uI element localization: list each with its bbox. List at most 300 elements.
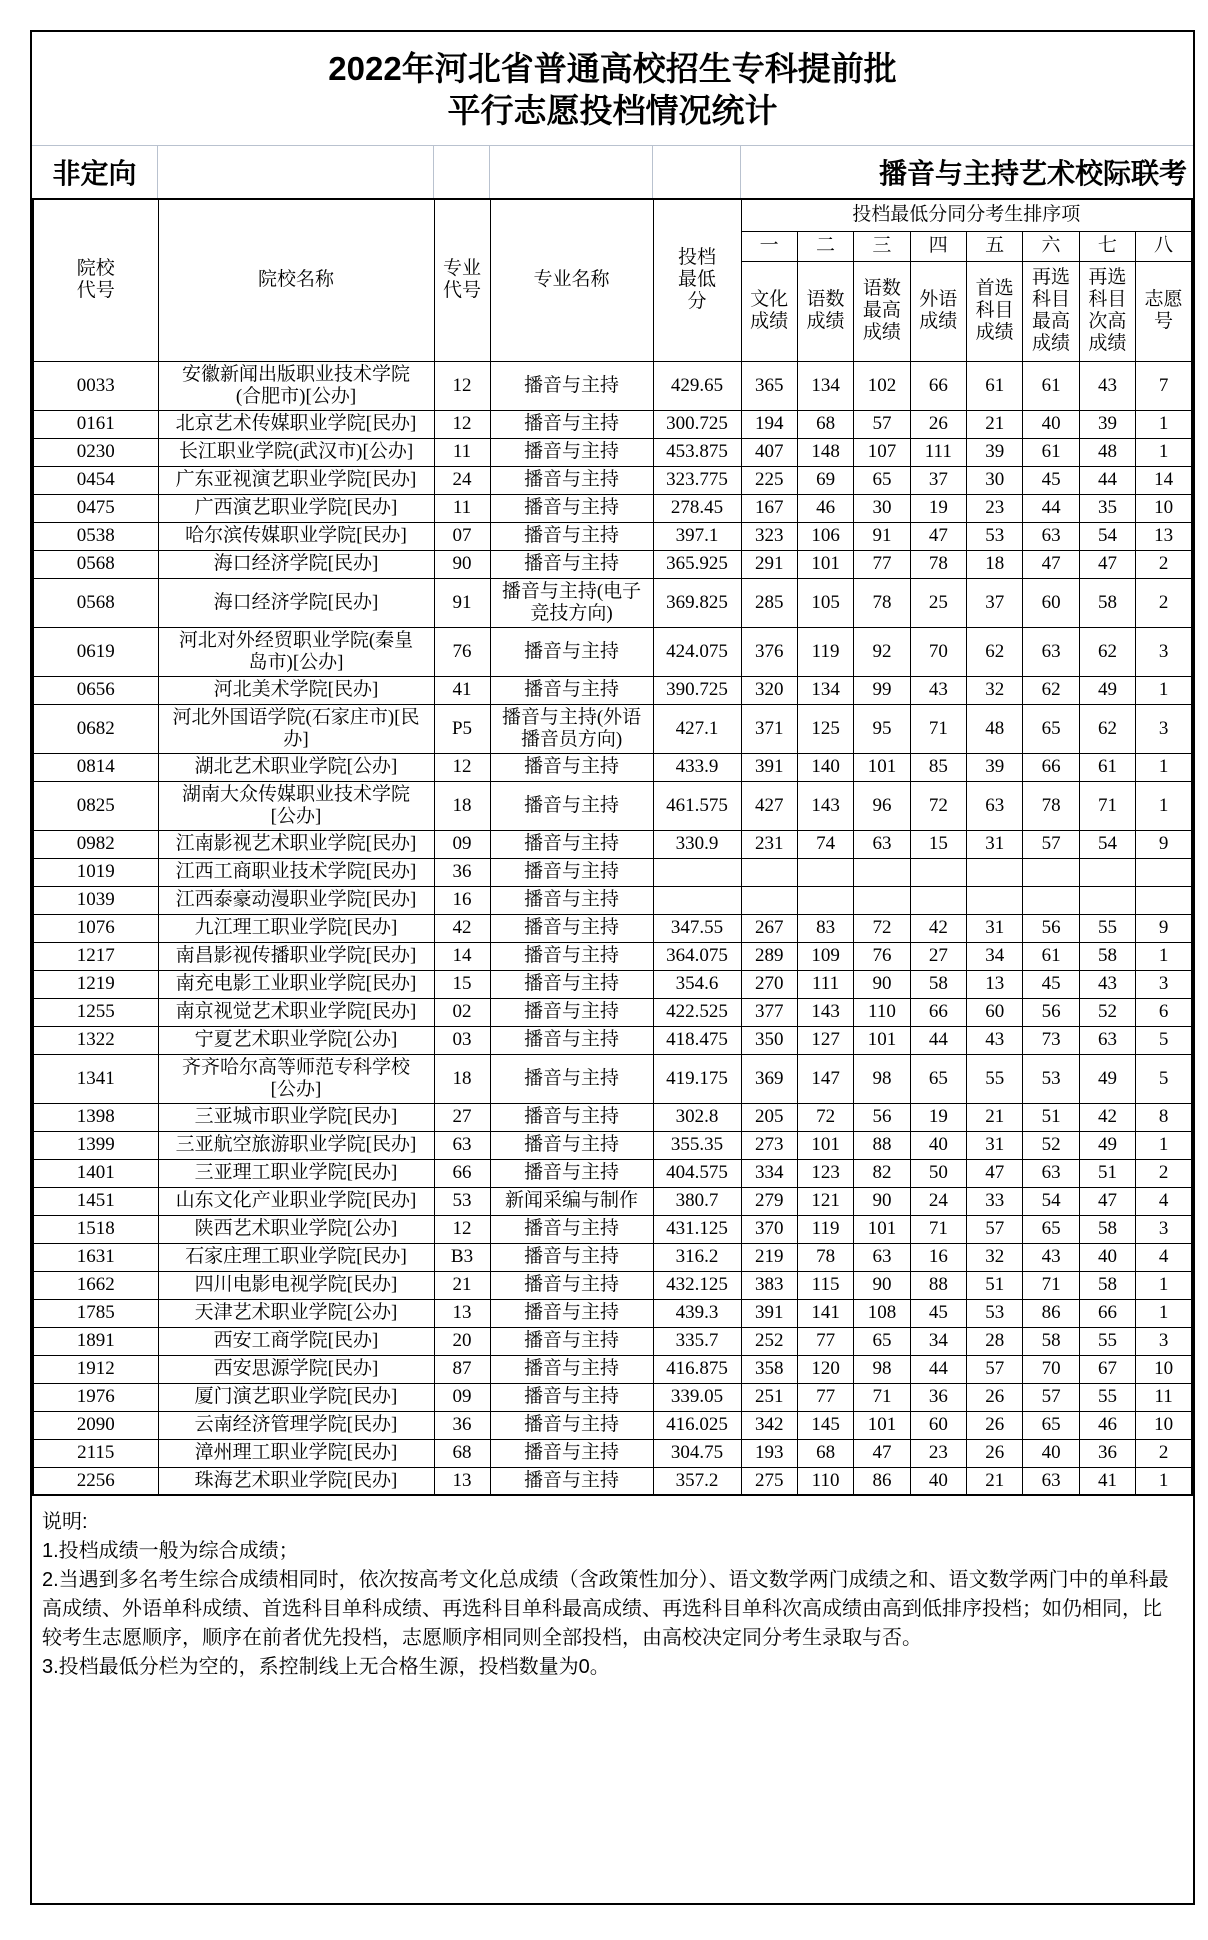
cell-chinese-math-max: 65 bbox=[854, 466, 910, 494]
cell-major-code: 18 bbox=[434, 1054, 490, 1103]
header-rank-num-7: 七 bbox=[1079, 231, 1135, 261]
cell-foreign-language-score: 19 bbox=[910, 1103, 966, 1131]
header-major-name: 专业名称 bbox=[490, 199, 653, 361]
cell-preference-number: 11 bbox=[1136, 1383, 1192, 1411]
cell-major-name: 播音与主持 bbox=[490, 753, 653, 781]
cell-chinese-math-max: 82 bbox=[854, 1159, 910, 1187]
cell-preference-number: 4 bbox=[1136, 1187, 1192, 1215]
cell-school-name: 长江职业学院(武汉市)[公办] bbox=[158, 438, 434, 466]
header-school-name: 院校名称 bbox=[158, 199, 434, 361]
cell-reselect-second: 43 bbox=[1079, 361, 1135, 410]
table-row bbox=[33, 781, 1192, 830]
cell-reselect-second: 49 bbox=[1079, 1054, 1135, 1103]
cell-foreign-language-score: 78 bbox=[910, 550, 966, 578]
cell-school-name: 陕西艺术职业学院[公办] bbox=[158, 1215, 434, 1243]
cell-major-name: 播音与主持 bbox=[490, 1439, 653, 1467]
cell-min-score: 380.7 bbox=[653, 1187, 741, 1215]
cell-reselect-second: 71 bbox=[1079, 781, 1135, 830]
cell-chinese-math-max: 92 bbox=[854, 627, 910, 676]
cell-reselect-max: 45 bbox=[1023, 466, 1079, 494]
cell-major-code: 12 bbox=[434, 410, 490, 438]
cell-preference-number: 7 bbox=[1136, 361, 1192, 410]
cell-school-name: 石家庄理工职业学院[民办] bbox=[158, 1243, 434, 1271]
cell-foreign-language-score: 72 bbox=[910, 781, 966, 830]
cell-school-code: 1451 bbox=[33, 1187, 158, 1215]
cell-min-score: 416.875 bbox=[653, 1355, 741, 1383]
cell-preference-number: 10 bbox=[1136, 494, 1192, 522]
cell-school-code: 0454 bbox=[33, 466, 158, 494]
cell-school-name: 南充电影工业职业学院[民办] bbox=[158, 970, 434, 998]
cell-first-subject-score: 26 bbox=[967, 1383, 1023, 1411]
cell-preference-number: 4 bbox=[1136, 1243, 1192, 1271]
cell-first-subject-score: 31 bbox=[967, 830, 1023, 858]
cell-chinese-math-score: 123 bbox=[797, 1159, 853, 1187]
cell-chinese-math-score: 147 bbox=[797, 1054, 853, 1103]
cell-chinese-math-max: 101 bbox=[854, 753, 910, 781]
report-container bbox=[30, 30, 1195, 1905]
cell-chinese-math-max: 90 bbox=[854, 970, 910, 998]
cell-chinese-math-max: 101 bbox=[854, 1026, 910, 1054]
cell-chinese-math-max: 47 bbox=[854, 1439, 910, 1467]
header-reselect-max: 再选科目最高成绩 bbox=[1023, 261, 1079, 361]
cell-chinese-math-max: 101 bbox=[854, 1215, 910, 1243]
cell-school-code: 1039 bbox=[33, 886, 158, 914]
table-row bbox=[33, 676, 1192, 704]
cell-chinese-math-max: 96 bbox=[854, 781, 910, 830]
cell-foreign-language-score: 50 bbox=[910, 1159, 966, 1187]
cell-school-code: 2115 bbox=[33, 1439, 158, 1467]
cell-major-code: 07 bbox=[434, 522, 490, 550]
cell-major-name: 播音与主持 bbox=[490, 1467, 653, 1495]
cell-culture-score: 391 bbox=[741, 753, 797, 781]
cell-first-subject-score: 60 bbox=[967, 998, 1023, 1026]
cell-major-code: 66 bbox=[434, 1159, 490, 1187]
table-row bbox=[33, 704, 1192, 753]
cell-chinese-math-max: 90 bbox=[854, 1271, 910, 1299]
cell-chinese-math-score: 140 bbox=[797, 753, 853, 781]
cell-reselect-max: 45 bbox=[1023, 970, 1079, 998]
cell-major-name: 播音与主持 bbox=[490, 466, 653, 494]
cell-chinese-math-score: 134 bbox=[797, 361, 853, 410]
cell-culture-score: 370 bbox=[741, 1215, 797, 1243]
cell-preference-number: 13 bbox=[1136, 522, 1192, 550]
cell-chinese-math-score: 72 bbox=[797, 1103, 853, 1131]
cell-major-name: 播音与主持 bbox=[490, 970, 653, 998]
cell-school-code: 0568 bbox=[33, 550, 158, 578]
cell-culture-score: 289 bbox=[741, 942, 797, 970]
cell-reselect-second: 55 bbox=[1079, 1327, 1135, 1355]
table-row bbox=[33, 1215, 1192, 1243]
cell-major-name: 播音与主持 bbox=[490, 1355, 653, 1383]
cell-major-name: 播音与主持 bbox=[490, 942, 653, 970]
cell-chinese-math-max: 98 bbox=[854, 1054, 910, 1103]
cell-chinese-math-score: 109 bbox=[797, 942, 853, 970]
cell-reselect-second: 44 bbox=[1079, 466, 1135, 494]
cell-major-code: 18 bbox=[434, 781, 490, 830]
cell-preference-number: 8 bbox=[1136, 1103, 1192, 1131]
cell-major-code: 87 bbox=[434, 1355, 490, 1383]
cell-culture-score: 251 bbox=[741, 1383, 797, 1411]
cell-school-name: 山东文化产业职业学院[民办] bbox=[158, 1187, 434, 1215]
cell-culture-score: 350 bbox=[741, 1026, 797, 1054]
cell-reselect-max: 63 bbox=[1023, 1159, 1079, 1187]
cell-first-subject-score: 18 bbox=[967, 550, 1023, 578]
cell-culture-score: 273 bbox=[741, 1131, 797, 1159]
table-row bbox=[33, 1411, 1192, 1439]
cell-school-name: 三亚城市职业学院[民办] bbox=[158, 1103, 434, 1131]
cell-school-code: 1785 bbox=[33, 1299, 158, 1327]
cell-major-code: 09 bbox=[434, 830, 490, 858]
cell-culture-score: 219 bbox=[741, 1243, 797, 1271]
header-rank-num-8: 八 bbox=[1136, 231, 1192, 261]
cell-school-code: 1401 bbox=[33, 1159, 158, 1187]
cell-reselect-max: 40 bbox=[1023, 410, 1079, 438]
cell-school-name: 海口经济学院[民办] bbox=[158, 550, 434, 578]
cell-chinese-math-score: 120 bbox=[797, 1355, 853, 1383]
cell-major-code: 42 bbox=[434, 914, 490, 942]
cell-school-code: 1019 bbox=[33, 858, 158, 886]
cell-school-name: 广西演艺职业学院[民办] bbox=[158, 494, 434, 522]
cell-first-subject-score: 43 bbox=[967, 1026, 1023, 1054]
cell-school-name: 西安思源学院[民办] bbox=[158, 1355, 434, 1383]
cell-min-score: 432.125 bbox=[653, 1271, 741, 1299]
cell-preference-number: 3 bbox=[1136, 704, 1192, 753]
cell-foreign-language-score: 25 bbox=[910, 578, 966, 627]
cell-foreign-language-score: 36 bbox=[910, 1383, 966, 1411]
cell-chinese-math-max: 71 bbox=[854, 1383, 910, 1411]
cell-min-score: 364.075 bbox=[653, 942, 741, 970]
header-tie-break-group: 投档最低分同分考生排序项 bbox=[741, 199, 1192, 231]
cell-culture-score: 252 bbox=[741, 1327, 797, 1355]
title-line-2: 平行志愿投档情况统计 bbox=[447, 92, 778, 129]
header-first-subject-score: 首选科目成绩 bbox=[967, 261, 1023, 361]
cell-foreign-language-score: 71 bbox=[910, 704, 966, 753]
cell-chinese-math-max bbox=[854, 886, 910, 914]
cell-reselect-second: 47 bbox=[1079, 1187, 1135, 1215]
cell-chinese-math-max: 107 bbox=[854, 438, 910, 466]
cell-reselect-second: 52 bbox=[1079, 998, 1135, 1026]
cell-foreign-language-score: 43 bbox=[910, 676, 966, 704]
cell-chinese-math-max: 91 bbox=[854, 522, 910, 550]
cell-chinese-math-max: 77 bbox=[854, 550, 910, 578]
notes bbox=[32, 1496, 1193, 1698]
cell-major-name: 播音与主持 bbox=[490, 914, 653, 942]
cell-culture-score: 231 bbox=[741, 830, 797, 858]
cell-culture-score: 193 bbox=[741, 1439, 797, 1467]
cell-reselect-max: 47 bbox=[1023, 550, 1079, 578]
cell-preference-number: 14 bbox=[1136, 466, 1192, 494]
cell-reselect-max: 56 bbox=[1023, 998, 1079, 1026]
cell-min-score: 422.525 bbox=[653, 998, 741, 1026]
cell-reselect-max: 61 bbox=[1023, 361, 1079, 410]
cell-min-score: 300.725 bbox=[653, 410, 741, 438]
cell-chinese-math-max: 88 bbox=[854, 1131, 910, 1159]
cell-reselect-max: 70 bbox=[1023, 1355, 1079, 1383]
table-row bbox=[33, 1299, 1192, 1327]
cell-preference-number: 1 bbox=[1136, 753, 1192, 781]
cell-school-code: 1217 bbox=[33, 942, 158, 970]
cell-chinese-math-score: 101 bbox=[797, 1131, 853, 1159]
cell-foreign-language-score: 65 bbox=[910, 1054, 966, 1103]
cell-major-name: 播音与主持 bbox=[490, 1159, 653, 1187]
cell-school-name: 湖南大众传媒职业技术学院[公办] bbox=[158, 781, 434, 830]
cell-chinese-math-score: 83 bbox=[797, 914, 853, 942]
cell-major-code: 20 bbox=[434, 1327, 490, 1355]
table-row bbox=[33, 466, 1192, 494]
cell-chinese-math-score: 68 bbox=[797, 410, 853, 438]
cell-school-name: 河北外国语学院(石家庄市)[民办] bbox=[158, 704, 434, 753]
cell-reselect-max: 63 bbox=[1023, 627, 1079, 676]
filter-cell-empty-1 bbox=[157, 146, 433, 198]
cell-school-name: 江西泰豪动漫职业学院[民办] bbox=[158, 886, 434, 914]
table-row bbox=[33, 1131, 1192, 1159]
cell-school-code: 2256 bbox=[33, 1467, 158, 1495]
cell-first-subject-score: 32 bbox=[967, 1243, 1023, 1271]
table-row bbox=[33, 550, 1192, 578]
cell-school-name: 北京艺术传媒职业学院[民办] bbox=[158, 410, 434, 438]
cell-school-name: 西安工商学院[民办] bbox=[158, 1327, 434, 1355]
cell-preference-number: 3 bbox=[1136, 627, 1192, 676]
cell-school-code: 0814 bbox=[33, 753, 158, 781]
cell-major-name: 播音与主持 bbox=[490, 1327, 653, 1355]
cell-major-name: 播音与主持 bbox=[490, 1215, 653, 1243]
cell-culture-score bbox=[741, 886, 797, 914]
cell-preference-number: 1 bbox=[1136, 410, 1192, 438]
cell-school-code: 0682 bbox=[33, 704, 158, 753]
table-row bbox=[33, 942, 1192, 970]
cell-min-score: 278.45 bbox=[653, 494, 741, 522]
cell-preference-number: 1 bbox=[1136, 1299, 1192, 1327]
cell-major-name: 播音与主持 bbox=[490, 1026, 653, 1054]
table-row bbox=[33, 914, 1192, 942]
cell-min-score: 416.025 bbox=[653, 1411, 741, 1439]
cell-min-score: 369.825 bbox=[653, 578, 741, 627]
cell-major-name: 播音与主持 bbox=[490, 886, 653, 914]
cell-culture-score: 334 bbox=[741, 1159, 797, 1187]
cell-school-code: 0538 bbox=[33, 522, 158, 550]
cell-school-name: 河北美术学院[民办] bbox=[158, 676, 434, 704]
table-row bbox=[33, 1271, 1192, 1299]
cell-preference-number: 1 bbox=[1136, 1271, 1192, 1299]
cell-school-name: 齐齐哈尔高等师范专科学校[公办] bbox=[158, 1054, 434, 1103]
cell-reselect-second: 49 bbox=[1079, 1131, 1135, 1159]
cell-reselect-max: 40 bbox=[1023, 1439, 1079, 1467]
cell-reselect-second: 58 bbox=[1079, 942, 1135, 970]
cell-reselect-max: 60 bbox=[1023, 578, 1079, 627]
cell-foreign-language-score: 44 bbox=[910, 1026, 966, 1054]
cell-chinese-math-max: 86 bbox=[854, 1467, 910, 1495]
cell-culture-score: 358 bbox=[741, 1355, 797, 1383]
cell-min-score: 397.1 bbox=[653, 522, 741, 550]
cell-major-code: 15 bbox=[434, 970, 490, 998]
cell-reselect-second: 46 bbox=[1079, 1411, 1135, 1439]
cell-first-subject-score: 47 bbox=[967, 1159, 1023, 1187]
cell-first-subject-score: 31 bbox=[967, 914, 1023, 942]
header-rank-num-1: 一 bbox=[741, 231, 797, 261]
cell-chinese-math-max: 30 bbox=[854, 494, 910, 522]
cell-reselect-max: 86 bbox=[1023, 1299, 1079, 1327]
cell-foreign-language-score: 16 bbox=[910, 1243, 966, 1271]
cell-first-subject-score: 30 bbox=[967, 466, 1023, 494]
cell-major-name: 播音与主持 bbox=[490, 410, 653, 438]
header-foreign-language-score: 外语成绩 bbox=[910, 261, 966, 361]
cell-first-subject-score: 53 bbox=[967, 1299, 1023, 1327]
note-item-3: 3.投档最低分栏为空的，系控制线上无合格生源，投档数量为0。 bbox=[42, 1656, 610, 1678]
cell-major-name: 播音与主持 bbox=[490, 1131, 653, 1159]
cell-min-score: 357.2 bbox=[653, 1467, 741, 1495]
cell-chinese-math-score: 125 bbox=[797, 704, 853, 753]
table-row bbox=[33, 886, 1192, 914]
cell-reselect-max: 78 bbox=[1023, 781, 1079, 830]
cell-school-name: 三亚理工职业学院[民办] bbox=[158, 1159, 434, 1187]
cell-school-name: 厦门演艺职业学院[民办] bbox=[158, 1383, 434, 1411]
cell-school-code: 0656 bbox=[33, 676, 158, 704]
table-body bbox=[33, 361, 1192, 1495]
cell-first-subject-score: 21 bbox=[967, 410, 1023, 438]
cell-school-name: 江南影视艺术职业学院[民办] bbox=[158, 830, 434, 858]
cell-major-code: 03 bbox=[434, 1026, 490, 1054]
table-header bbox=[33, 199, 1192, 361]
cell-preference-number: 2 bbox=[1136, 550, 1192, 578]
cell-major-name: 播音与主持 bbox=[490, 781, 653, 830]
cell-preference-number: 2 bbox=[1136, 1439, 1192, 1467]
cell-min-score: 354.6 bbox=[653, 970, 741, 998]
header-major-code: 专业代号 bbox=[434, 199, 490, 361]
cell-school-name: 南昌影视传播职业学院[民办] bbox=[158, 942, 434, 970]
cell-major-code: 12 bbox=[434, 1215, 490, 1243]
cell-culture-score: 275 bbox=[741, 1467, 797, 1495]
cell-min-score: 418.475 bbox=[653, 1026, 741, 1054]
cell-reselect-second: 48 bbox=[1079, 438, 1135, 466]
cell-chinese-math-max: 63 bbox=[854, 1243, 910, 1271]
cell-culture-score: 376 bbox=[741, 627, 797, 676]
notes-heading: 说明: bbox=[42, 1511, 88, 1533]
cell-reselect-max: 57 bbox=[1023, 830, 1079, 858]
cell-major-code: 36 bbox=[434, 1411, 490, 1439]
cell-chinese-math-score: 74 bbox=[797, 830, 853, 858]
table-row bbox=[33, 1355, 1192, 1383]
cell-culture-score: 377 bbox=[741, 998, 797, 1026]
cell-chinese-math-score: 141 bbox=[797, 1299, 853, 1327]
table-row bbox=[33, 1383, 1192, 1411]
cell-major-code: 76 bbox=[434, 627, 490, 676]
cell-major-name: 播音与主持 bbox=[490, 1243, 653, 1271]
cell-preference-number: 1 bbox=[1136, 781, 1192, 830]
cell-reselect-second: 35 bbox=[1079, 494, 1135, 522]
cell-reselect-second: 54 bbox=[1079, 522, 1135, 550]
cell-foreign-language-score: 71 bbox=[910, 1215, 966, 1243]
cell-school-name: 四川电影电视学院[民办] bbox=[158, 1271, 434, 1299]
header-chinese-math-max: 语数最高成绩 bbox=[854, 261, 910, 361]
cell-chinese-math-score: 143 bbox=[797, 781, 853, 830]
cell-culture-score: 407 bbox=[741, 438, 797, 466]
cell-chinese-math-max: 98 bbox=[854, 1355, 910, 1383]
cell-chinese-math-max: 90 bbox=[854, 1187, 910, 1215]
cell-reselect-max: 62 bbox=[1023, 676, 1079, 704]
cell-min-score: 453.875 bbox=[653, 438, 741, 466]
cell-foreign-language-score: 60 bbox=[910, 1411, 966, 1439]
cell-first-subject-score: 13 bbox=[967, 970, 1023, 998]
cell-chinese-math-score: 119 bbox=[797, 1215, 853, 1243]
header-rank-num-3: 三 bbox=[854, 231, 910, 261]
exam-type-label: 播音与主持艺术校际联考 bbox=[740, 146, 1193, 198]
cell-min-score bbox=[653, 886, 741, 914]
cell-foreign-language-score: 34 bbox=[910, 1327, 966, 1355]
cell-school-code: 1912 bbox=[33, 1355, 158, 1383]
cell-reselect-second: 58 bbox=[1079, 1271, 1135, 1299]
cell-major-name: 播音与主持 bbox=[490, 1299, 653, 1327]
cell-first-subject-score: 37 bbox=[967, 578, 1023, 627]
cell-major-name: 播音与主持 bbox=[490, 361, 653, 410]
cell-major-name: 播音与主持 bbox=[490, 550, 653, 578]
table-row bbox=[33, 1327, 1192, 1355]
cell-chinese-math-score bbox=[797, 858, 853, 886]
cell-school-name: 湖北艺术职业学院[公办] bbox=[158, 753, 434, 781]
cell-chinese-math-score: 119 bbox=[797, 627, 853, 676]
cell-major-name: 播音与主持 bbox=[490, 522, 653, 550]
cell-chinese-math-score bbox=[797, 886, 853, 914]
cell-school-name: 天津艺术职业学院[公办] bbox=[158, 1299, 434, 1327]
admission-table bbox=[32, 198, 1193, 1496]
cell-min-score bbox=[653, 858, 741, 886]
cell-school-name: 广东亚视演艺职业学院[民办] bbox=[158, 466, 434, 494]
cell-preference-number bbox=[1136, 886, 1192, 914]
cell-first-subject-score: 39 bbox=[967, 753, 1023, 781]
cell-school-name: 漳州理工职业学院[民办] bbox=[158, 1439, 434, 1467]
cell-first-subject-score: 21 bbox=[967, 1103, 1023, 1131]
cell-reselect-max: 73 bbox=[1023, 1026, 1079, 1054]
cell-culture-score: 427 bbox=[741, 781, 797, 830]
note-item-1: 1.投档成绩一般为综合成绩； bbox=[42, 1540, 299, 1562]
cell-major-name: 播音与主持 bbox=[490, 1271, 653, 1299]
cell-reselect-max: 57 bbox=[1023, 1383, 1079, 1411]
cell-culture-score: 225 bbox=[741, 466, 797, 494]
header-rank-num-4: 四 bbox=[910, 231, 966, 261]
cell-first-subject-score: 23 bbox=[967, 494, 1023, 522]
cell-major-code: 41 bbox=[434, 676, 490, 704]
cell-preference-number bbox=[1136, 858, 1192, 886]
cell-chinese-math-score: 111 bbox=[797, 970, 853, 998]
table-row bbox=[33, 830, 1192, 858]
cell-min-score: 431.125 bbox=[653, 1215, 741, 1243]
cell-school-code: 0619 bbox=[33, 627, 158, 676]
cell-chinese-math-max: 95 bbox=[854, 704, 910, 753]
cell-first-subject-score: 53 bbox=[967, 522, 1023, 550]
cell-major-code: 21 bbox=[434, 1271, 490, 1299]
cell-school-code: 1076 bbox=[33, 914, 158, 942]
cell-preference-number: 1 bbox=[1136, 1467, 1192, 1495]
cell-reselect-second: 41 bbox=[1079, 1467, 1135, 1495]
cell-reselect-max: 65 bbox=[1023, 704, 1079, 753]
cell-major-code: 27 bbox=[434, 1103, 490, 1131]
cell-foreign-language-score: 26 bbox=[910, 410, 966, 438]
cell-major-code: 11 bbox=[434, 494, 490, 522]
cell-chinese-math-score: 77 bbox=[797, 1327, 853, 1355]
cell-first-subject-score: 61 bbox=[967, 361, 1023, 410]
cell-reselect-max: 63 bbox=[1023, 522, 1079, 550]
cell-chinese-math-score: 69 bbox=[797, 466, 853, 494]
cell-chinese-math-max: 72 bbox=[854, 914, 910, 942]
cell-chinese-math-score: 105 bbox=[797, 578, 853, 627]
cell-reselect-max: 54 bbox=[1023, 1187, 1079, 1215]
cell-major-code: 13 bbox=[434, 1299, 490, 1327]
cell-chinese-math-score: 110 bbox=[797, 1467, 853, 1495]
cell-culture-score: 194 bbox=[741, 410, 797, 438]
cell-first-subject-score: 48 bbox=[967, 704, 1023, 753]
cell-major-name: 播音与主持 bbox=[490, 1054, 653, 1103]
cell-min-score: 347.55 bbox=[653, 914, 741, 942]
cell-major-name: 播音与主持 bbox=[490, 1411, 653, 1439]
